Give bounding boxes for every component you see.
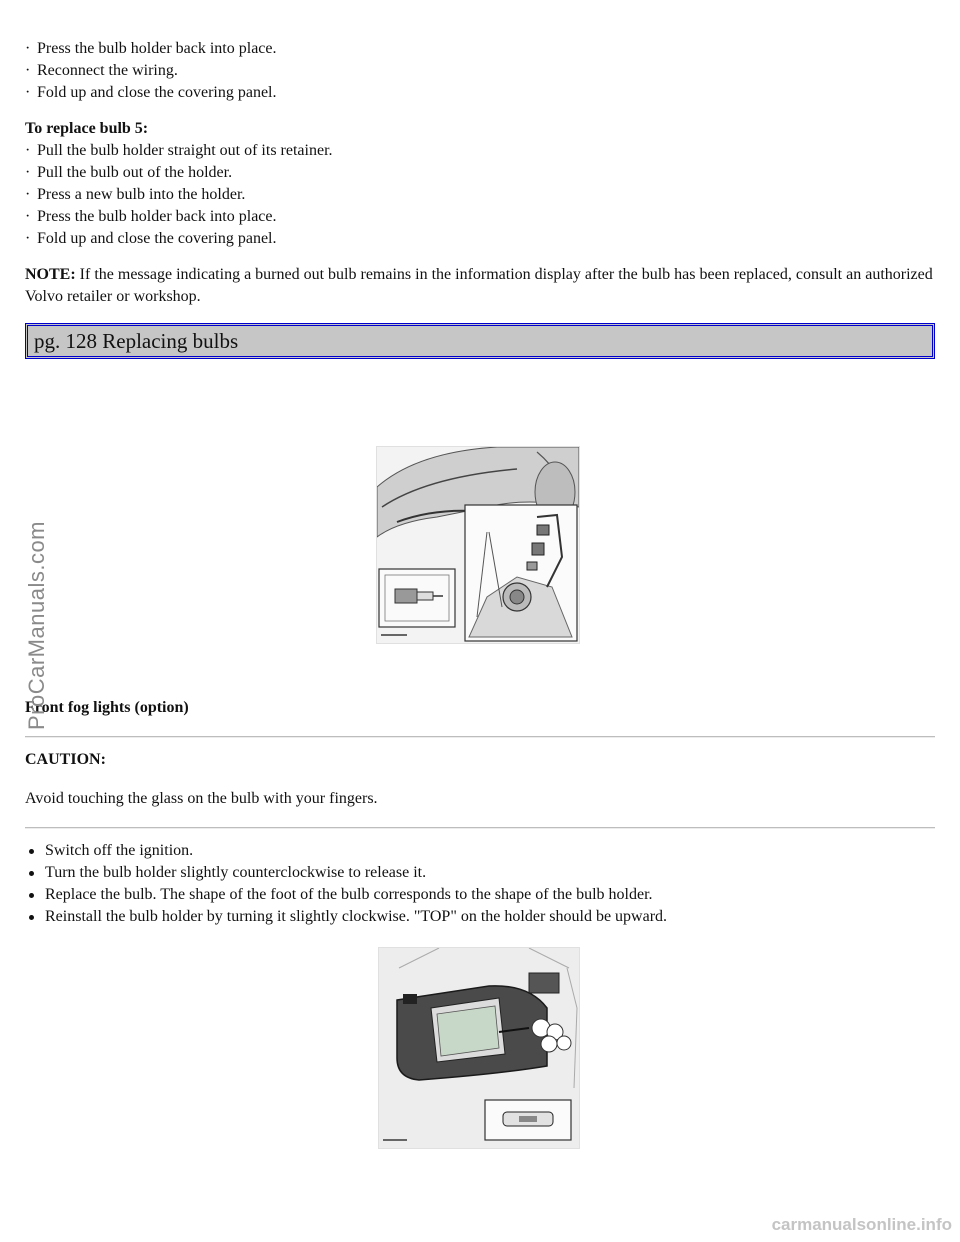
divider xyxy=(25,736,935,738)
list-item: Reinstall the bulb holder by turning it slightly clockwise. "TOP" on the holder should be upward. xyxy=(25,906,667,928)
section-header-title: pg. 128 Replacing bulbs xyxy=(34,329,239,353)
caution-label: CAUTION: xyxy=(25,751,106,768)
list-item: Replace the bulb. The shape of the foot of the bulb corresponds to the shape of the bulb holder. xyxy=(25,884,667,906)
list-item: · Pull the bulb holder straight out of its retainer. xyxy=(25,142,333,159)
note-paragraph xyxy=(25,264,935,308)
section-header xyxy=(25,323,935,359)
list-item: · Reconnect the wiring. xyxy=(25,62,178,79)
fog-steps-list xyxy=(25,840,667,928)
fog-light-location-illustration xyxy=(376,446,580,644)
list-item: · Press a new bulb into the holder. xyxy=(25,186,246,203)
list-item: Turn the bulb holder slightly counterclockwise to release it. xyxy=(25,862,667,884)
sun-visor-illustration xyxy=(378,947,580,1149)
footer-watermark: carmanualsonline.info xyxy=(771,1215,952,1234)
caution-text: Avoid touching the glass on the bulb with your fingers. xyxy=(25,790,378,807)
bulb5-heading: To replace bulb 5: xyxy=(25,120,149,137)
list-item: · Press the bulb holder back into place. xyxy=(25,40,277,57)
divider xyxy=(25,827,935,829)
list-item: · Fold up and close the covering panel. xyxy=(25,84,277,101)
list-item: · Pull the bulb out of the holder. xyxy=(25,164,233,181)
top-steps-list xyxy=(25,38,935,104)
side-watermark: ProCarManuals.com xyxy=(24,520,49,730)
list-item: · Press the bulb holder back into place. xyxy=(25,208,277,225)
list-item: · Fold up and close the covering panel. xyxy=(25,230,277,247)
list-item: Switch off the ignition. xyxy=(25,840,667,862)
note-text: If the message indicating a burned out bulb remains in the information display after the bulb has been replaced, consult an authorized Volvo retailer or workshop. xyxy=(25,266,933,305)
bulb5-steps-list xyxy=(25,140,935,250)
note-label: NOTE: xyxy=(25,266,76,283)
page-content xyxy=(25,38,935,359)
fog-lights-title: Front fog lights (option) xyxy=(25,699,189,716)
